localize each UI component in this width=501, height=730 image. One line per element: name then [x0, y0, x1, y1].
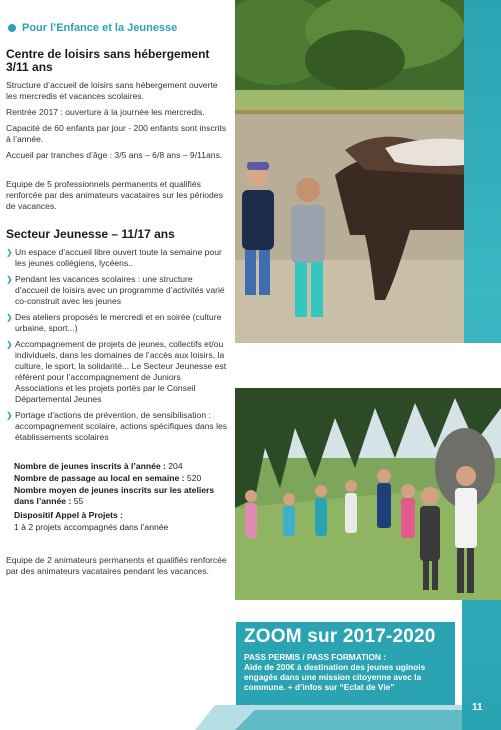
- jeunesse-title: Secteur Jeunesse – 11/17 ans: [6, 227, 175, 241]
- arrow-icon: ❯: [6, 340, 13, 349]
- arrow-icon: ❯: [6, 248, 13, 257]
- tail-paragraph: Equipe de 2 animateurs permanents et qualifiés renforcée par des animateurs vacataires pendant les vacances.: [6, 555, 227, 576]
- decorative-bottom-band: [195, 705, 501, 730]
- list-item: ❯ Pendant les vacances scolaires : une structure d’accueil de loisirs avec un programme d’activités varié co-construit avec les jeunes: [6, 274, 225, 306]
- centre-paragraph: Accueil par tranches d’âge : 3/5 ans – 6/8 ans – 9/11ans.: [6, 150, 223, 160]
- section-title: Pour l’Enfance et la Jeunesse: [22, 22, 178, 34]
- strip-gap: [462, 343, 501, 388]
- stat-ateliers: Nombre moyen de jeunes inscrits sur les ateliers dans l’année : 55: [14, 485, 215, 506]
- stats-block: [14, 461, 228, 533]
- list-item: ❯ Portage d’actions de prévention, de sensibilisation : accompagnement scolaire, actions spécifiques dans les établissements scolaires: [6, 410, 228, 442]
- centre-team: Equipe de 5 professionnels permanents et qualifiés renforcée par des animateurs vacataires sur les périodes de vacances.: [6, 179, 223, 211]
- zoom-box: [236, 622, 455, 705]
- bullet-dot-icon: [8, 24, 16, 32]
- page-number: 11: [472, 702, 483, 713]
- stat-inscrits: Nombre de jeunes inscrits à l’année : 204: [14, 461, 183, 471]
- zoom-title: ZOOM sur 2017-2020: [244, 626, 436, 647]
- stat-passage: Nombre de passage au local en semaine : 520: [14, 473, 202, 483]
- centre-paragraph: Structure d’accueil de loisirs sans hébergement ouverte les mercredis et vacances scolaires.: [6, 80, 218, 101]
- youth-mountain-hike-photo: [235, 388, 501, 600]
- jeunesse-list: [6, 247, 228, 443]
- list-item: ❯ Accompagnement de projets de jeunes, collectifs et/ou individuels, dans les domaines de l’accès aux loisirs, la culture, le sport, la solidarité... Le Secteur Jeunesse est référent pour l’accompagnement de Juniors Associations et les projets portés par le Conseil Départemental Jeunes: [6, 339, 227, 404]
- arrow-icon: ❯: [6, 313, 13, 322]
- stat-dispositif-value: 1 à 2 projets accompagnés dans l’année: [14, 522, 169, 532]
- list-item: ❯ Un espace d’accueil libre ouvert toute la semaine pour les jeunes collégiens, lycéens..: [6, 247, 222, 268]
- centre-paragraph: Capacité de 60 enfants par jour - 200 enfants sont inscrits à l’année.: [6, 123, 227, 144]
- arrow-icon: ❯: [6, 411, 13, 420]
- list-item: ❯ Des ateliers proposés le mercredi et en soirée (culture urbaine, sport...): [6, 312, 222, 333]
- section-heading: [8, 22, 228, 34]
- zoom-subtitle: PASS PERMIS / PASS FORMATION :: [244, 652, 386, 662]
- centre-paragraph: Rentrée 2017 : ouverture à la journée les mercredis.: [6, 107, 205, 117]
- children-grooming-ponies-photo: [235, 0, 464, 343]
- centre-title-line2: 3/11 ans: [6, 60, 53, 74]
- stat-dispositif-label: Dispositif Appel à Projets :: [14, 510, 124, 520]
- arrow-icon: ❯: [6, 275, 13, 284]
- left-column: [6, 22, 228, 582]
- centre-title-line1: Centre de loisirs sans hébergement: [6, 47, 210, 61]
- zoom-text: Aide de 200€ à destination des jeunes uginois engagés dans une mission citoyenne avec la commune. + d’infos sur “Eclat de Vie”: [244, 662, 426, 692]
- centre-title: [6, 48, 228, 74]
